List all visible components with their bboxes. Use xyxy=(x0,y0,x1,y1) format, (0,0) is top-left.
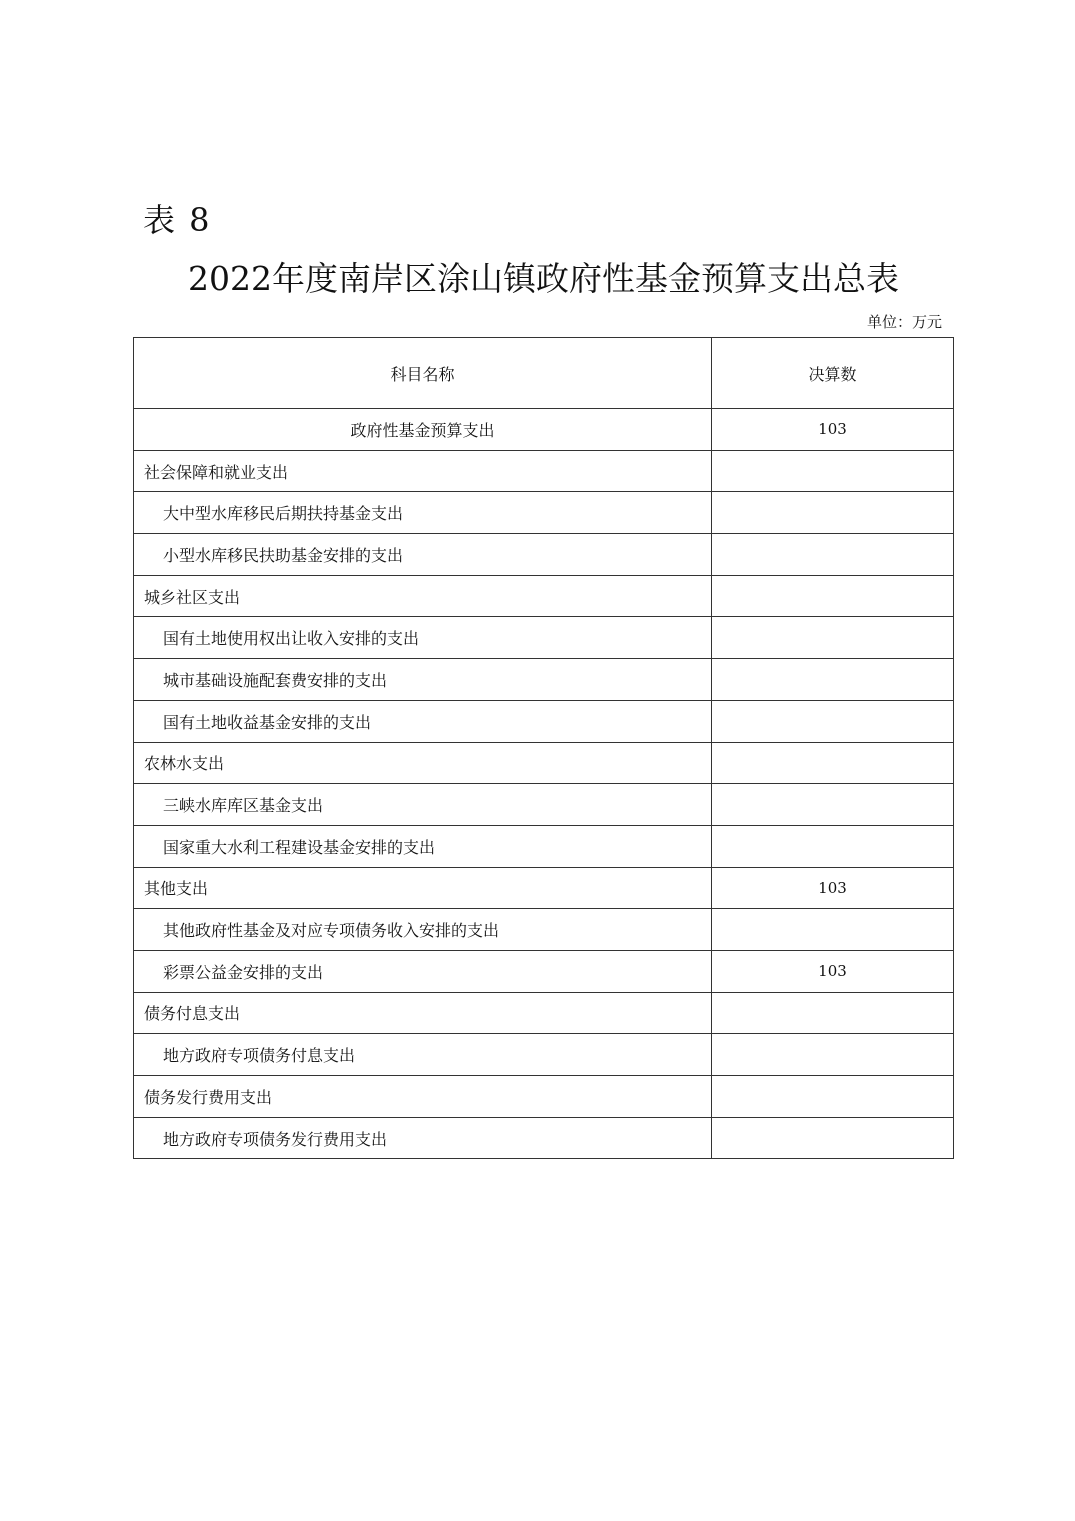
table-row xyxy=(134,409,954,451)
row-final-amount xyxy=(712,742,954,784)
row-final-amount xyxy=(712,1076,954,1118)
table-row xyxy=(134,534,954,576)
row-final-amount xyxy=(712,492,954,534)
row-final-amount xyxy=(712,1034,954,1076)
row-subject-name: 城乡社区支出 xyxy=(134,575,712,617)
row-final-amount xyxy=(712,617,954,659)
header-row xyxy=(134,338,954,409)
table-row xyxy=(134,1076,954,1118)
row-subject-name: 小型水库移民扶助基金安排的支出 xyxy=(134,534,712,576)
row-subject-name: 债务付息支出 xyxy=(134,992,712,1034)
table-row xyxy=(134,575,954,617)
row-subject-name: 其他支出 xyxy=(134,867,712,909)
row-final-amount xyxy=(712,575,954,617)
table-row xyxy=(134,492,954,534)
table-row xyxy=(134,825,954,867)
table-number: 表 8 xyxy=(143,201,212,239)
table-row xyxy=(134,950,954,992)
budget-table xyxy=(133,337,954,1159)
unit-label: 单位：万元 xyxy=(866,313,942,331)
table-row xyxy=(134,784,954,826)
row-final-amount xyxy=(712,659,954,701)
row-subject-name: 债务发行费用支出 xyxy=(134,1076,712,1118)
header-final-amount: 决算数 xyxy=(712,338,954,409)
row-final-amount: 103 xyxy=(712,950,954,992)
row-subject-name: 大中型水库移民后期扶持基金支出 xyxy=(134,492,712,534)
row-final-amount xyxy=(712,534,954,576)
table-row xyxy=(134,1034,954,1076)
row-subject-name: 国有土地收益基金安排的支出 xyxy=(134,700,712,742)
table-row xyxy=(134,909,954,951)
table-row xyxy=(134,700,954,742)
row-final-amount xyxy=(712,784,954,826)
row-final-amount xyxy=(712,700,954,742)
row-final-amount: 103 xyxy=(712,867,954,909)
row-subject-name: 国有土地使用权出让收入安排的支出 xyxy=(134,617,712,659)
row-subject-name: 地方政府专项债务付息支出 xyxy=(134,1034,712,1076)
row-subject-name: 社会保障和就业支出 xyxy=(134,450,712,492)
row-subject-name: 三峡水库库区基金支出 xyxy=(134,784,712,826)
row-subject-name: 政府性基金预算支出 xyxy=(134,409,712,451)
header-subject-name: 科目名称 xyxy=(134,338,712,409)
table-row xyxy=(134,992,954,1034)
table-header xyxy=(134,338,954,409)
table-row xyxy=(134,659,954,701)
row-subject-name: 农林水支出 xyxy=(134,742,712,784)
row-final-amount xyxy=(712,909,954,951)
row-final-amount xyxy=(712,992,954,1034)
row-subject-name: 其他政府性基金及对应专项债务收入安排的支出 xyxy=(134,909,712,951)
table-row xyxy=(134,617,954,659)
row-subject-name: 彩票公益金安排的支出 xyxy=(134,950,712,992)
row-final-amount: 103 xyxy=(712,409,954,451)
table-row xyxy=(134,1117,954,1159)
row-subject-name: 城市基础设施配套费安排的支出 xyxy=(134,659,712,701)
row-final-amount xyxy=(712,825,954,867)
row-final-amount xyxy=(712,450,954,492)
table-row xyxy=(134,450,954,492)
table-body xyxy=(134,409,954,1159)
table-row xyxy=(134,742,954,784)
row-subject-name: 地方政府专项债务发行费用支出 xyxy=(134,1117,712,1159)
table-row xyxy=(134,867,954,909)
document-title: 2022年度南岸区涂山镇政府性基金预算支出总表 xyxy=(188,259,899,298)
row-subject-name: 国家重大水利工程建设基金安排的支出 xyxy=(134,825,712,867)
row-final-amount xyxy=(712,1117,954,1159)
